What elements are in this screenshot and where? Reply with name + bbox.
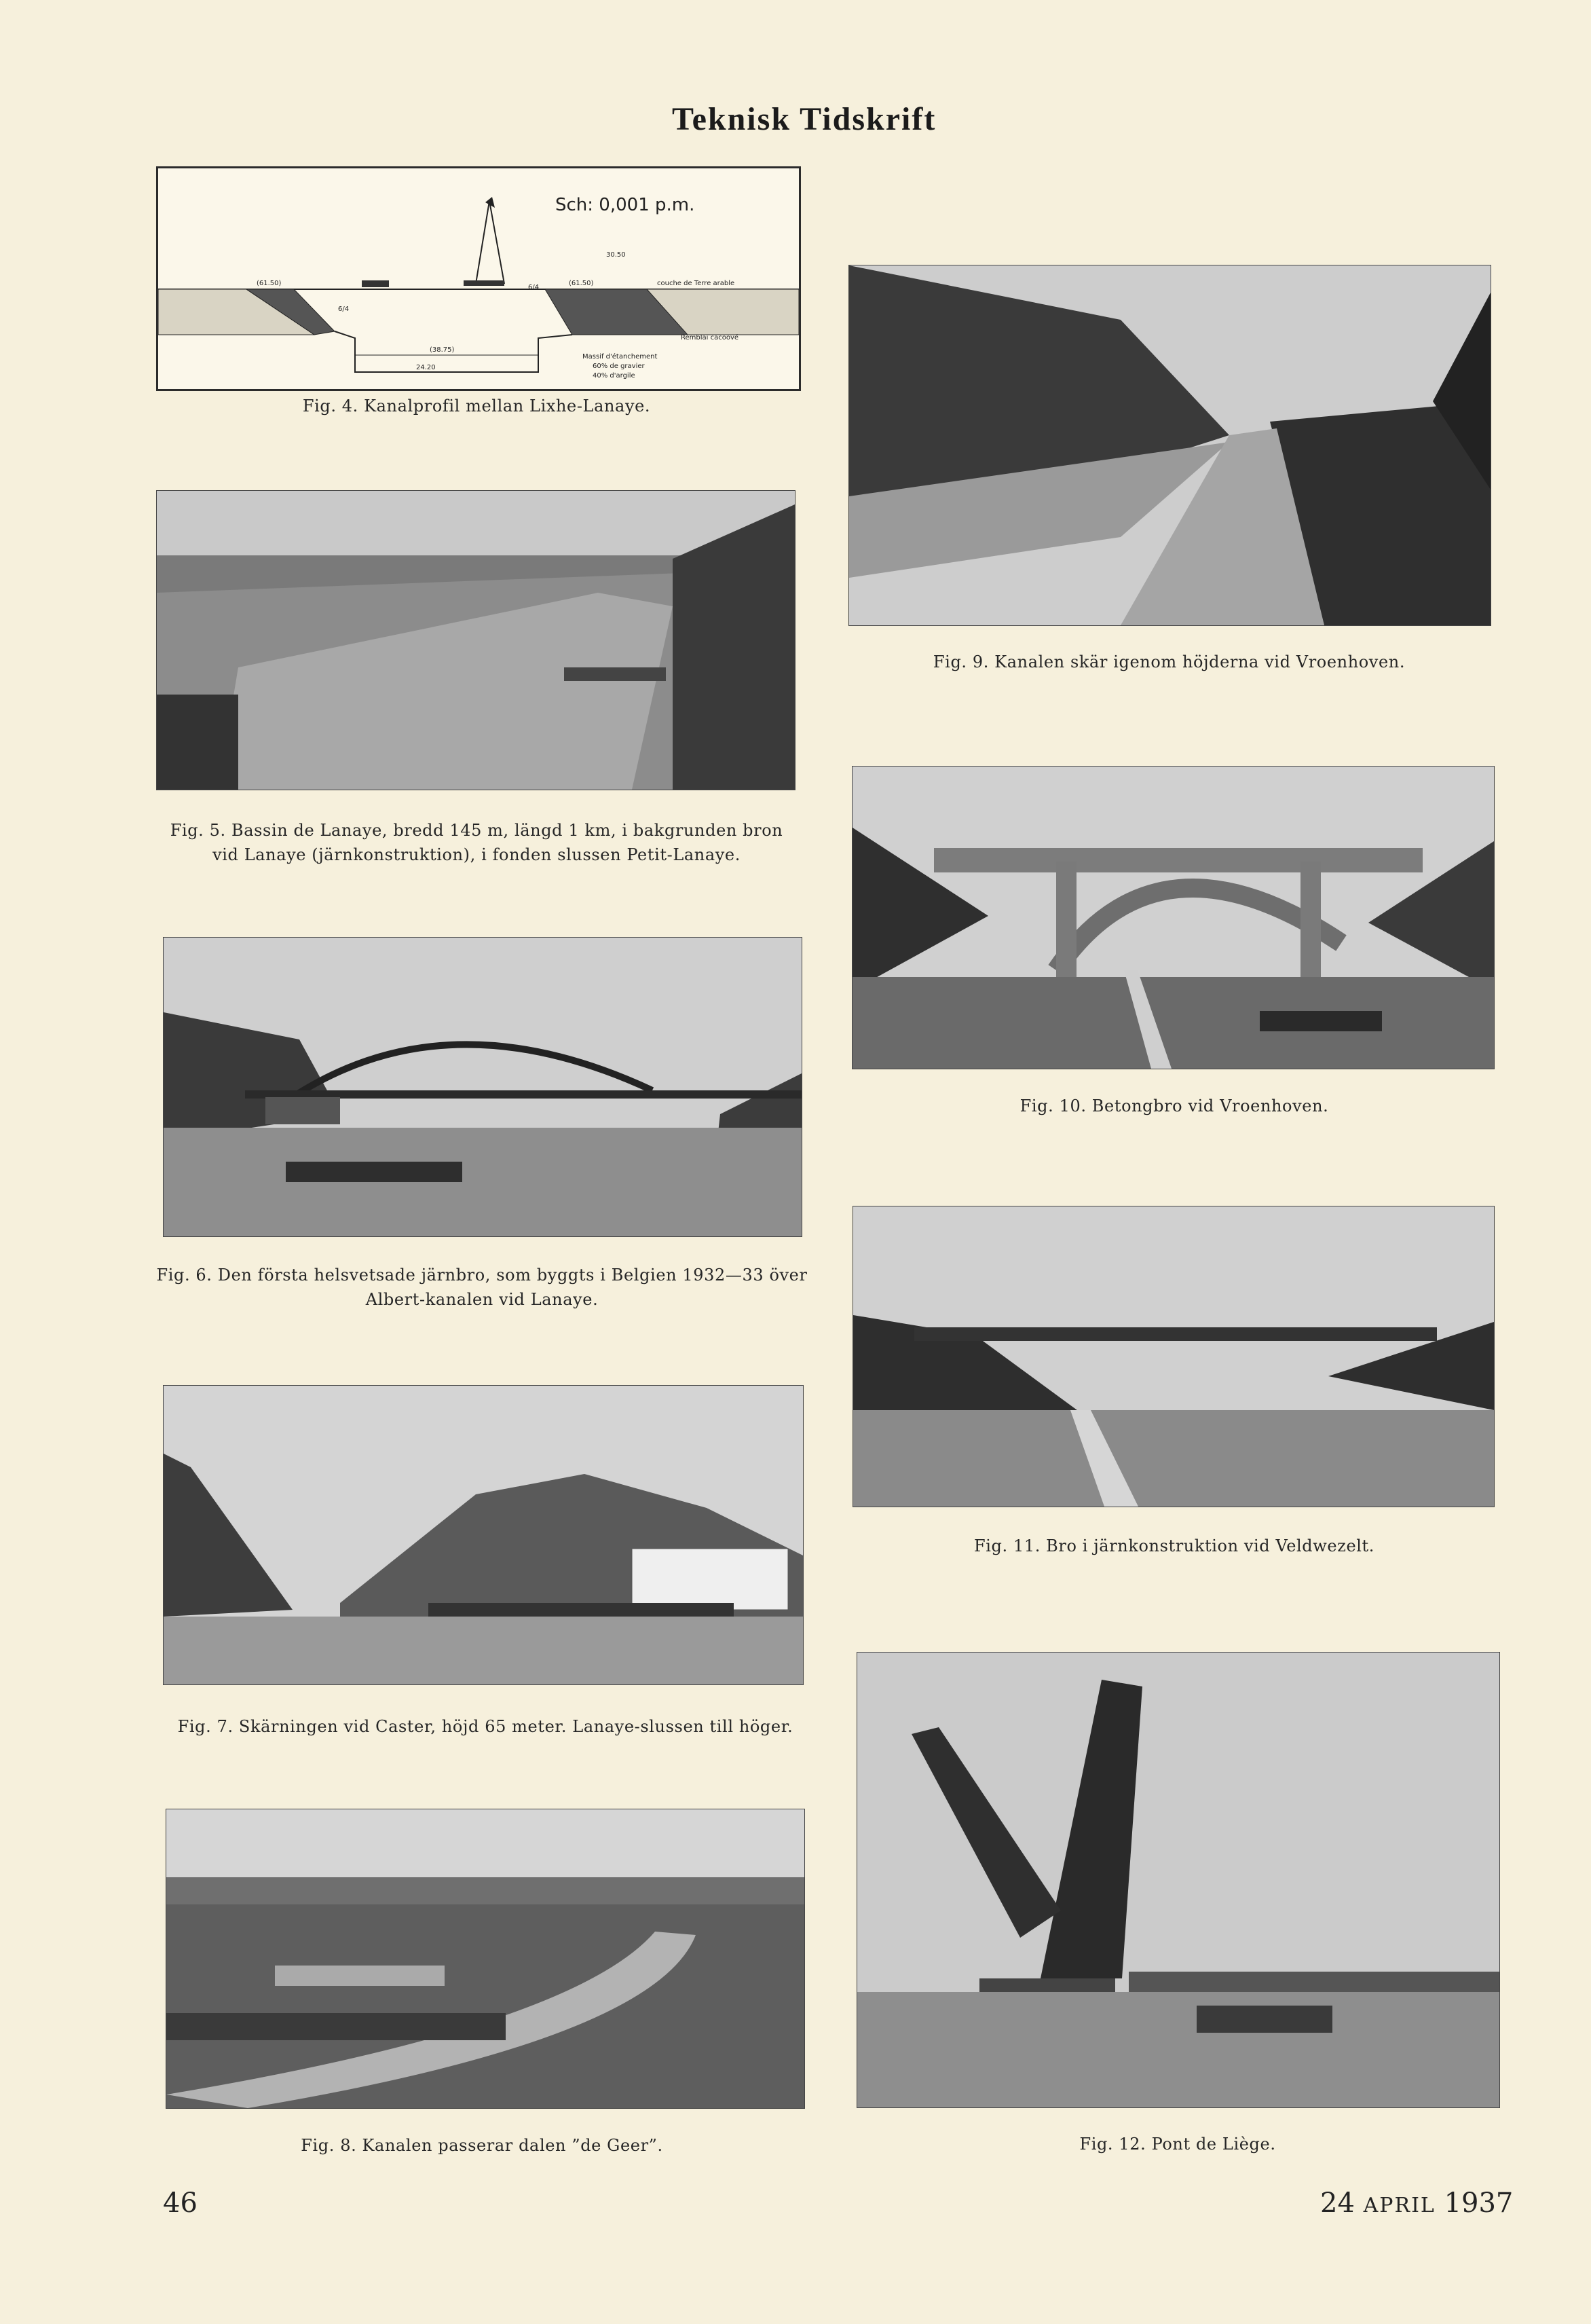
fig8-photo: [166, 1809, 805, 2109]
issue-date-year: 1937: [1444, 2188, 1514, 2219]
fig10-caption: Fig. 10. Betongbro vid Vroenhoven.: [1019, 1096, 1329, 1115]
fig4-massif-label-2: 60% de gravier: [593, 363, 645, 370]
fig10-photo: [852, 766, 1495, 1069]
fig4-caption: Fig. 4. Kanalprofil mellan Lixhe-Lanaye.: [302, 396, 651, 416]
fig12-caption: Fig. 12. Pont de Liège.: [1079, 2135, 1276, 2154]
fig5-caption: Fig. 5. Bassin de Lanaye, bredd 145 m, längd 1 km, i bakgrunden bron vid Lanaye (järnkonstruktion), i fonden slussen Petit-Lanaye.: [170, 821, 783, 864]
fig9-caption: Fig. 9. Kanalen skär igenom höjderna vid Vroenhoven.: [933, 652, 1406, 671]
journal-title: Teknisk Tidskrift: [672, 101, 937, 137]
fig9-photo: [848, 265, 1491, 626]
issue-date: [1320, 2188, 1513, 2219]
fig4-couche-label: couche de Terre arable: [657, 280, 735, 287]
fig8-caption: Fig. 8. Kanalen passerar dalen ”de Geer”.: [301, 2136, 663, 2155]
fig4-left-level: (61.50): [257, 280, 282, 287]
fig4-inner-width: (38.75): [430, 346, 455, 354]
fig7-caption: Fig. 7. Skärningen vid Caster, höjd 65 meter. Lanaye-slussen till höger.: [177, 1717, 793, 1736]
fig4-slope-right: 6/4: [528, 284, 540, 291]
fig12-photo: [857, 1652, 1500, 2108]
fig4-right-level: (61.50): [569, 280, 594, 287]
issue-date-day: 24: [1320, 2188, 1355, 2219]
issue-date-month: APRIL: [1363, 2194, 1436, 2217]
fig6-caption: Fig. 6. Den första helsvetsade järnbro, som byggts i Belgien 1932—33 över Albert-kanalen vid Lanaye.: [156, 1266, 808, 1309]
fig4-bottom-width: 24.20: [416, 364, 436, 371]
fig6-photo: [163, 937, 802, 1237]
fig5-photo: [156, 490, 796, 790]
fig7-photo: [163, 1385, 804, 1685]
fig11-photo: [853, 1206, 1495, 1507]
fig4-canal-profile-diagram: [156, 166, 801, 391]
fig4-massif-label-3: 40% d'argile: [593, 372, 635, 380]
fig4-remblai-label: Remblai cacoové: [681, 334, 739, 342]
fig4-top-width: 30.50: [606, 251, 626, 259]
fig4-scale-label: Sch: 0,001 p.m.: [555, 195, 695, 215]
fig4-slope-left: 6/4: [338, 306, 350, 313]
page-number: 46: [163, 2188, 198, 2219]
fig11-caption: Fig. 11. Bro i järnkonstruktion vid Veldwezelt.: [974, 1536, 1374, 1555]
fig4-massif-label-1: Massif d'étanchement: [582, 353, 658, 361]
